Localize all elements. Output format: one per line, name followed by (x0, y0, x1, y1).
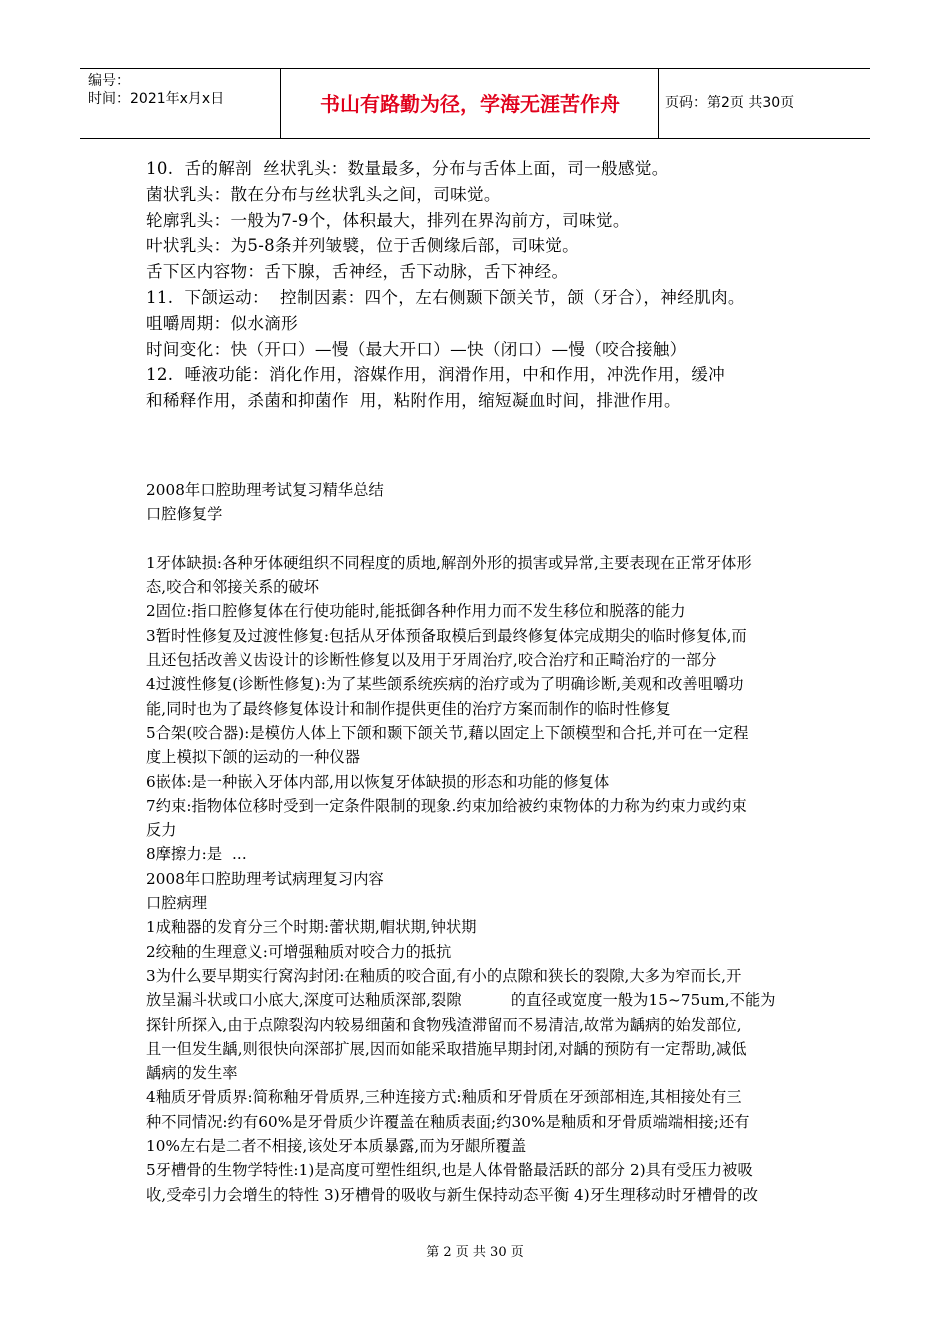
text-line: 且还包括改善义齿设计的诊断性修复以及用于牙周治疗,咬合治疗和正畸治疗的一部分 (146, 651, 717, 670)
text-line: 2固位:指口腔修复体在行使功能时,能抵御各种作用力而不发生移位和脱落的能力 (146, 602, 686, 621)
blank-line (146, 527, 816, 551)
motto-text: 书山有路勤为径，学海无涯苦作舟 (320, 92, 620, 116)
text-line: 菌状乳头：散在分布与丝状乳头之间，司味觉。 (146, 184, 501, 204)
text-line: 咀嚼周期：似水滴形 (146, 313, 299, 333)
serial-number-label: 编号： (88, 73, 130, 89)
section-subtitle: 口腔修复学 (146, 505, 223, 524)
date-label: 时间：2021年x月x日 (88, 91, 225, 107)
text-line: 舌下区内容物：舌下腺，舌神经，舌下动脉，舌下神经。 (146, 262, 569, 282)
text-line: 12. 唾液功能：消化作用，溶媒作用，润滑作用，中和作用，冲洗作用，缓冲 (146, 365, 726, 385)
text-line: 6嵌体:是一种嵌入牙体内部,用以恢复牙体缺损的形态和功能的修复体 (146, 772, 610, 791)
text-line: 3为什么要早期实行窝沟封闭:在釉质的咬合面,有小的点隙和狭长的裂隙,大多为窄而长,开 (146, 966, 742, 985)
text-line: 10. 舌的解剖 丝状乳头：数量最多，分布与舌体上面，司一般感觉。 (146, 159, 669, 178)
page-number-label: 页码：第2页 共30页 (665, 95, 795, 111)
text-line: 叶状乳头：为5-8条并列皱襞，位于舌侧缘后部，司味觉。 (146, 236, 580, 256)
text-line: 2绞釉的生理意义:可增强釉质对咬合力的抵抗 (146, 942, 452, 961)
text-line: 5牙槽骨的生物学特性:1)是高度可塑性组织,也是人体骨骼最活跃的部分 2)具有受压力被吸 (146, 1161, 753, 1180)
header-meta-cell (80, 69, 281, 138)
anatomy-notes (146, 156, 816, 414)
text-line: 放呈漏斗状或口小底大,深度可达釉质深部,裂隙 的直径或宽度一般为15~75um,不能为 (146, 991, 776, 1010)
text-line: 反力 (146, 821, 177, 840)
text-line: 4釉质牙骨质界:简称釉牙骨质界,三种连接方式:釉质和牙骨质在牙颈部相连,其相接处有三 (146, 1088, 742, 1107)
text-line: 收,受牵引力会增生的特性 3)牙槽骨的吸收与新生保持动态平衡 4)牙生理移动时牙槽骨的改 (146, 1185, 758, 1204)
text-line: 且一但发生龋,则很快向深部扩展,因而如能采取措施早期封闭,对龋的预防有一定帮助,减低 (146, 1039, 747, 1058)
review-notes (146, 478, 816, 1207)
section-title: 2008年口腔助理考试病理复习内容 (146, 869, 384, 888)
page-header (80, 68, 870, 139)
text-line: 3暂时性修复及过渡性修复:包括从牙体预备取模后到最终修复体完成期尖的临时修复体,而 (146, 626, 747, 645)
text-line: 4过渡性修复(诊断性修复):为了某些颌系统疾病的治疗或为了明确诊断,美观和改善咀嚼功 (146, 675, 744, 694)
header-motto-cell (281, 69, 659, 138)
text-line: 探针所探入,由于点隙裂沟内较易细菌和食物残渣滞留而不易清洁,故常为龋病的始发部位, (146, 1015, 742, 1034)
text-line: 轮廓乳头：一般为7-9个，体积最大，排列在界沟前方，司味觉。 (146, 210, 630, 230)
section-title: 2008年口腔助理考试复习精华总结 (146, 481, 384, 499)
text-line: 1牙体缺损:各种牙体硬组织不同程度的质地,解剖外形的损害或异常,主要表现在正常牙体形 (146, 553, 752, 572)
section-subtitle: 口腔病理 (146, 894, 208, 913)
text-line: 1成釉器的发育分三个时期:蕾状期,帽状期,钟状期 (146, 918, 477, 937)
text-line: 种不同情况:约有60%是牙骨质少许覆盖在釉质表面;约30%是釉质和牙骨质端端相接;还有 (146, 1112, 750, 1131)
text-line: 能,同时也为了最终修复体设计和制作提供更佳的治疗方案而制作的临时性修复 (146, 699, 671, 718)
page-footer: 第 2 页 共 30 页 (426, 1245, 524, 1260)
header-page-cell (659, 69, 870, 138)
text-line: 度上模拟下颌的运动的一种仪器 (146, 748, 361, 767)
text-line: 态,咬合和邻接关系的破坏 (146, 578, 320, 597)
text-line: 11. 下颌运动： 控制因素：四个，左右侧颞下颌关节，颌（牙合），神经肌肉。 (146, 287, 745, 307)
text-line: 8摩擦力:是 ... (146, 845, 247, 864)
text-line: 龋病的发生率 (146, 1064, 238, 1083)
text-line: 和稀释作用，杀菌和抑菌作 用，粘附作用，缩短凝血时间，排泄作用。 (146, 391, 681, 411)
text-line: 5合架(咬合器):是模仿人体上下颌和颞下颌关节,藉以固定上下颌模型和合托,并可在一定程 (146, 723, 749, 742)
text-line: 7约束:指物体位移时受到一定条件限制的现象.约束加给被约束物体的力称为约束力或约束 (146, 796, 747, 815)
text-line: 时间变化：快（开口）—慢（最大开口）—快（闭口）—慢（咬合接触） (146, 339, 687, 359)
text-line: 10%左右是二者不相接,该处牙本质暴露,而为牙龈所覆盖 (146, 1137, 527, 1156)
